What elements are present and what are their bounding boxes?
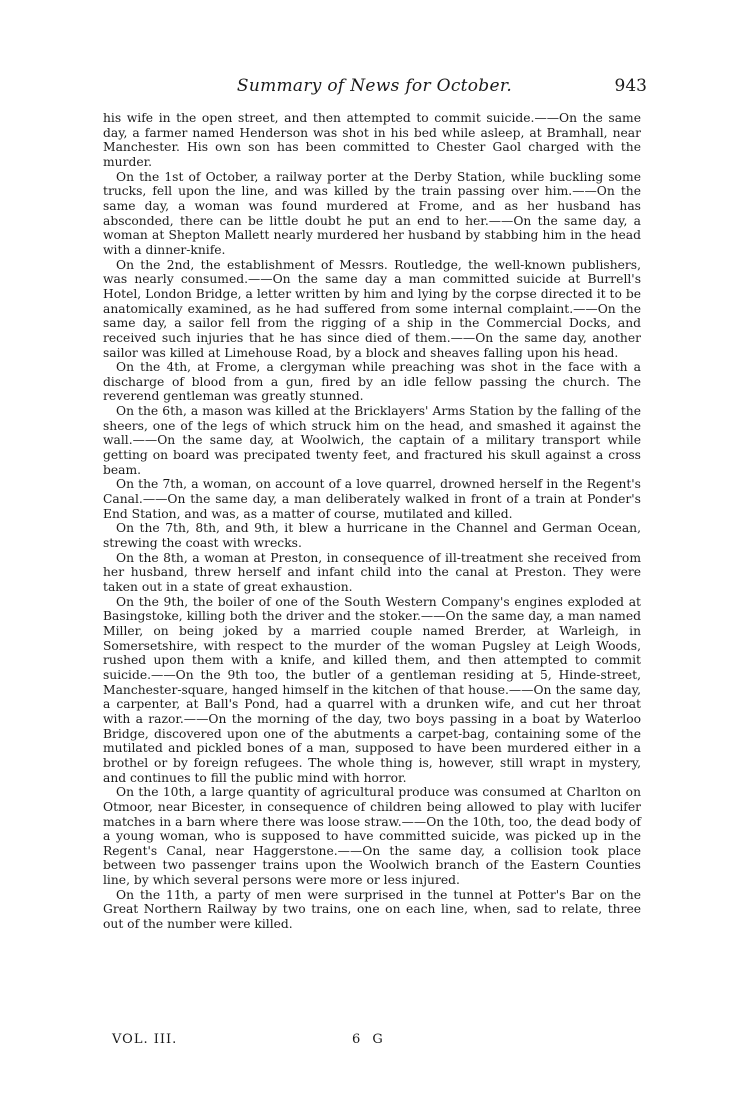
paragraph: On the 4th, at Frome, a clergyman while preaching was shot in the face with a discharge of blood from a gun, fired by an idle fellow passing the church. The reverend gentleman was greatly stunned. xyxy=(103,360,641,404)
paragraph: On the 2nd, the establishment of Messrs. Routledge, the well-known publishers, was nearly consumed.——On the same day a man committed suicide at Burrell's Hotel, London Bridge, a letter written by him and lying by the corpse directed it to be anatomically examined, as he had suffered from some internal complaint.——On the same day, a sailor fell from the rigging of a ship in the Commercial Docks, and received such injuries that he has since died of them.——On the same day, another sailor was killed at Limehouse Road, by a block and sheaves falling upon his head. xyxy=(103,257,641,360)
paragraph: On the 1st of October, a railway porter at the Derby Station, while buckling some trucks, fell upon the line, and was killed by the train passing over him.——On the same day, a woman was found murdered at Frome, and as her husband has absconded, there can be little doubt he put an end to her.——On the same day, a woman at Shepton Mallett nearly murdered her husband by stabbing him in the head with a dinner-knife. xyxy=(103,169,641,257)
article-body xyxy=(103,111,641,932)
paragraph: On the 7th, a woman, on account of a love quarrel, drowned herself in the Regent's Canal.——On the same day, a man deliberately walked in front of a train at Ponder's End Station, and was, as a matter of course, mutilated and killed. xyxy=(103,477,641,521)
paragraph: On the 9th, the boiler of one of the South Western Company's engines exploded at Basingstoke, killing both the driver and the stoker.——On the same day, a man named Miller, on being joked by a married couple named Brerder, at Warleigh, in Somersetshire, with respect to the murder of the woman Pugsley at Leigh Woods, rushed upon them with a knife, and killed them, and then attempted to commit suicide.——On the 9th too, the butler of a gentleman residing at 5, Hinde-street, Manchester-square, hanged himself in the kitchen of that house.——On the same day, a carpenter, at Ball's Pond, had a quarrel with a drunken wife, and cut her throat with a razor.——On the morning of the day, two boys passing in a boat by Waterloo Bridge, discovered upon one of the abutments a carpet-bag, containing some of the mutilated and pickled bones of a man, supposed to have been murdered either in a brothel or by foreign refugees. The whole thing is, however, still wrapt in mystery, and continues to fill the public mind with horror. xyxy=(103,594,641,785)
volume-label: VOL. III. xyxy=(112,1032,178,1047)
signature-mark: 6 G xyxy=(352,1032,387,1047)
running-title: Summary of News for October. xyxy=(236,76,513,96)
page-footer xyxy=(112,1032,452,1050)
paragraph: On the 11th, a party of men were surprised in the tunnel at Potter's Bar on the Great Northern Railway by two trains, one on each line, when, sad to relate, three out of the number were killed. xyxy=(103,887,641,932)
page-header xyxy=(102,76,647,104)
paragraph: On the 7th, 8th, and 9th, it blew a hurricane in the Channel and German Ocean, strewing the coast with wrecks. xyxy=(103,521,641,551)
paragraph: On the 10th, a large quantity of agricultural produce was consumed at Charlton on Otmoor, near Bicester, in consequence of children being allowed to play with lucifer matches in a barn where there was loose straw.——On the 10th, too, the dead body of a young woman, who is supposed to have committed suicide, was picked up in the Regent's Canal, near Haggerstone.——On the same day, a collision took place between two passenger trains upon the Woolwich branch of the Eastern Counties line, by which several persons were more or less injured. xyxy=(103,785,641,888)
paragraph: his wife in the open street, and then attempted to commit suicide.——On the same day, a farmer named Henderson was shot in his bed while asleep, at Bramhall, near Manchester. His own son has been committed to Chester Gaol charged with the murder. xyxy=(103,111,641,169)
paragraph: On the 8th, a woman at Preston, in consequence of ill-treatment she received from her husband, threw herself and infant child into the canal at Preston. They were taken out in a state of great exhaustion. xyxy=(103,550,641,594)
page-number: 943 xyxy=(614,76,647,96)
paragraph: On the 6th, a mason was killed at the Bricklayers' Arms Station by the falling of the sheers, one of the legs of which struck him on the head, and smashed it against the wall.——On the same day, at Woolwich, the captain of a military transport while getting on board was precipated twenty feet, and fractured his skull against a cross beam. xyxy=(103,404,641,477)
